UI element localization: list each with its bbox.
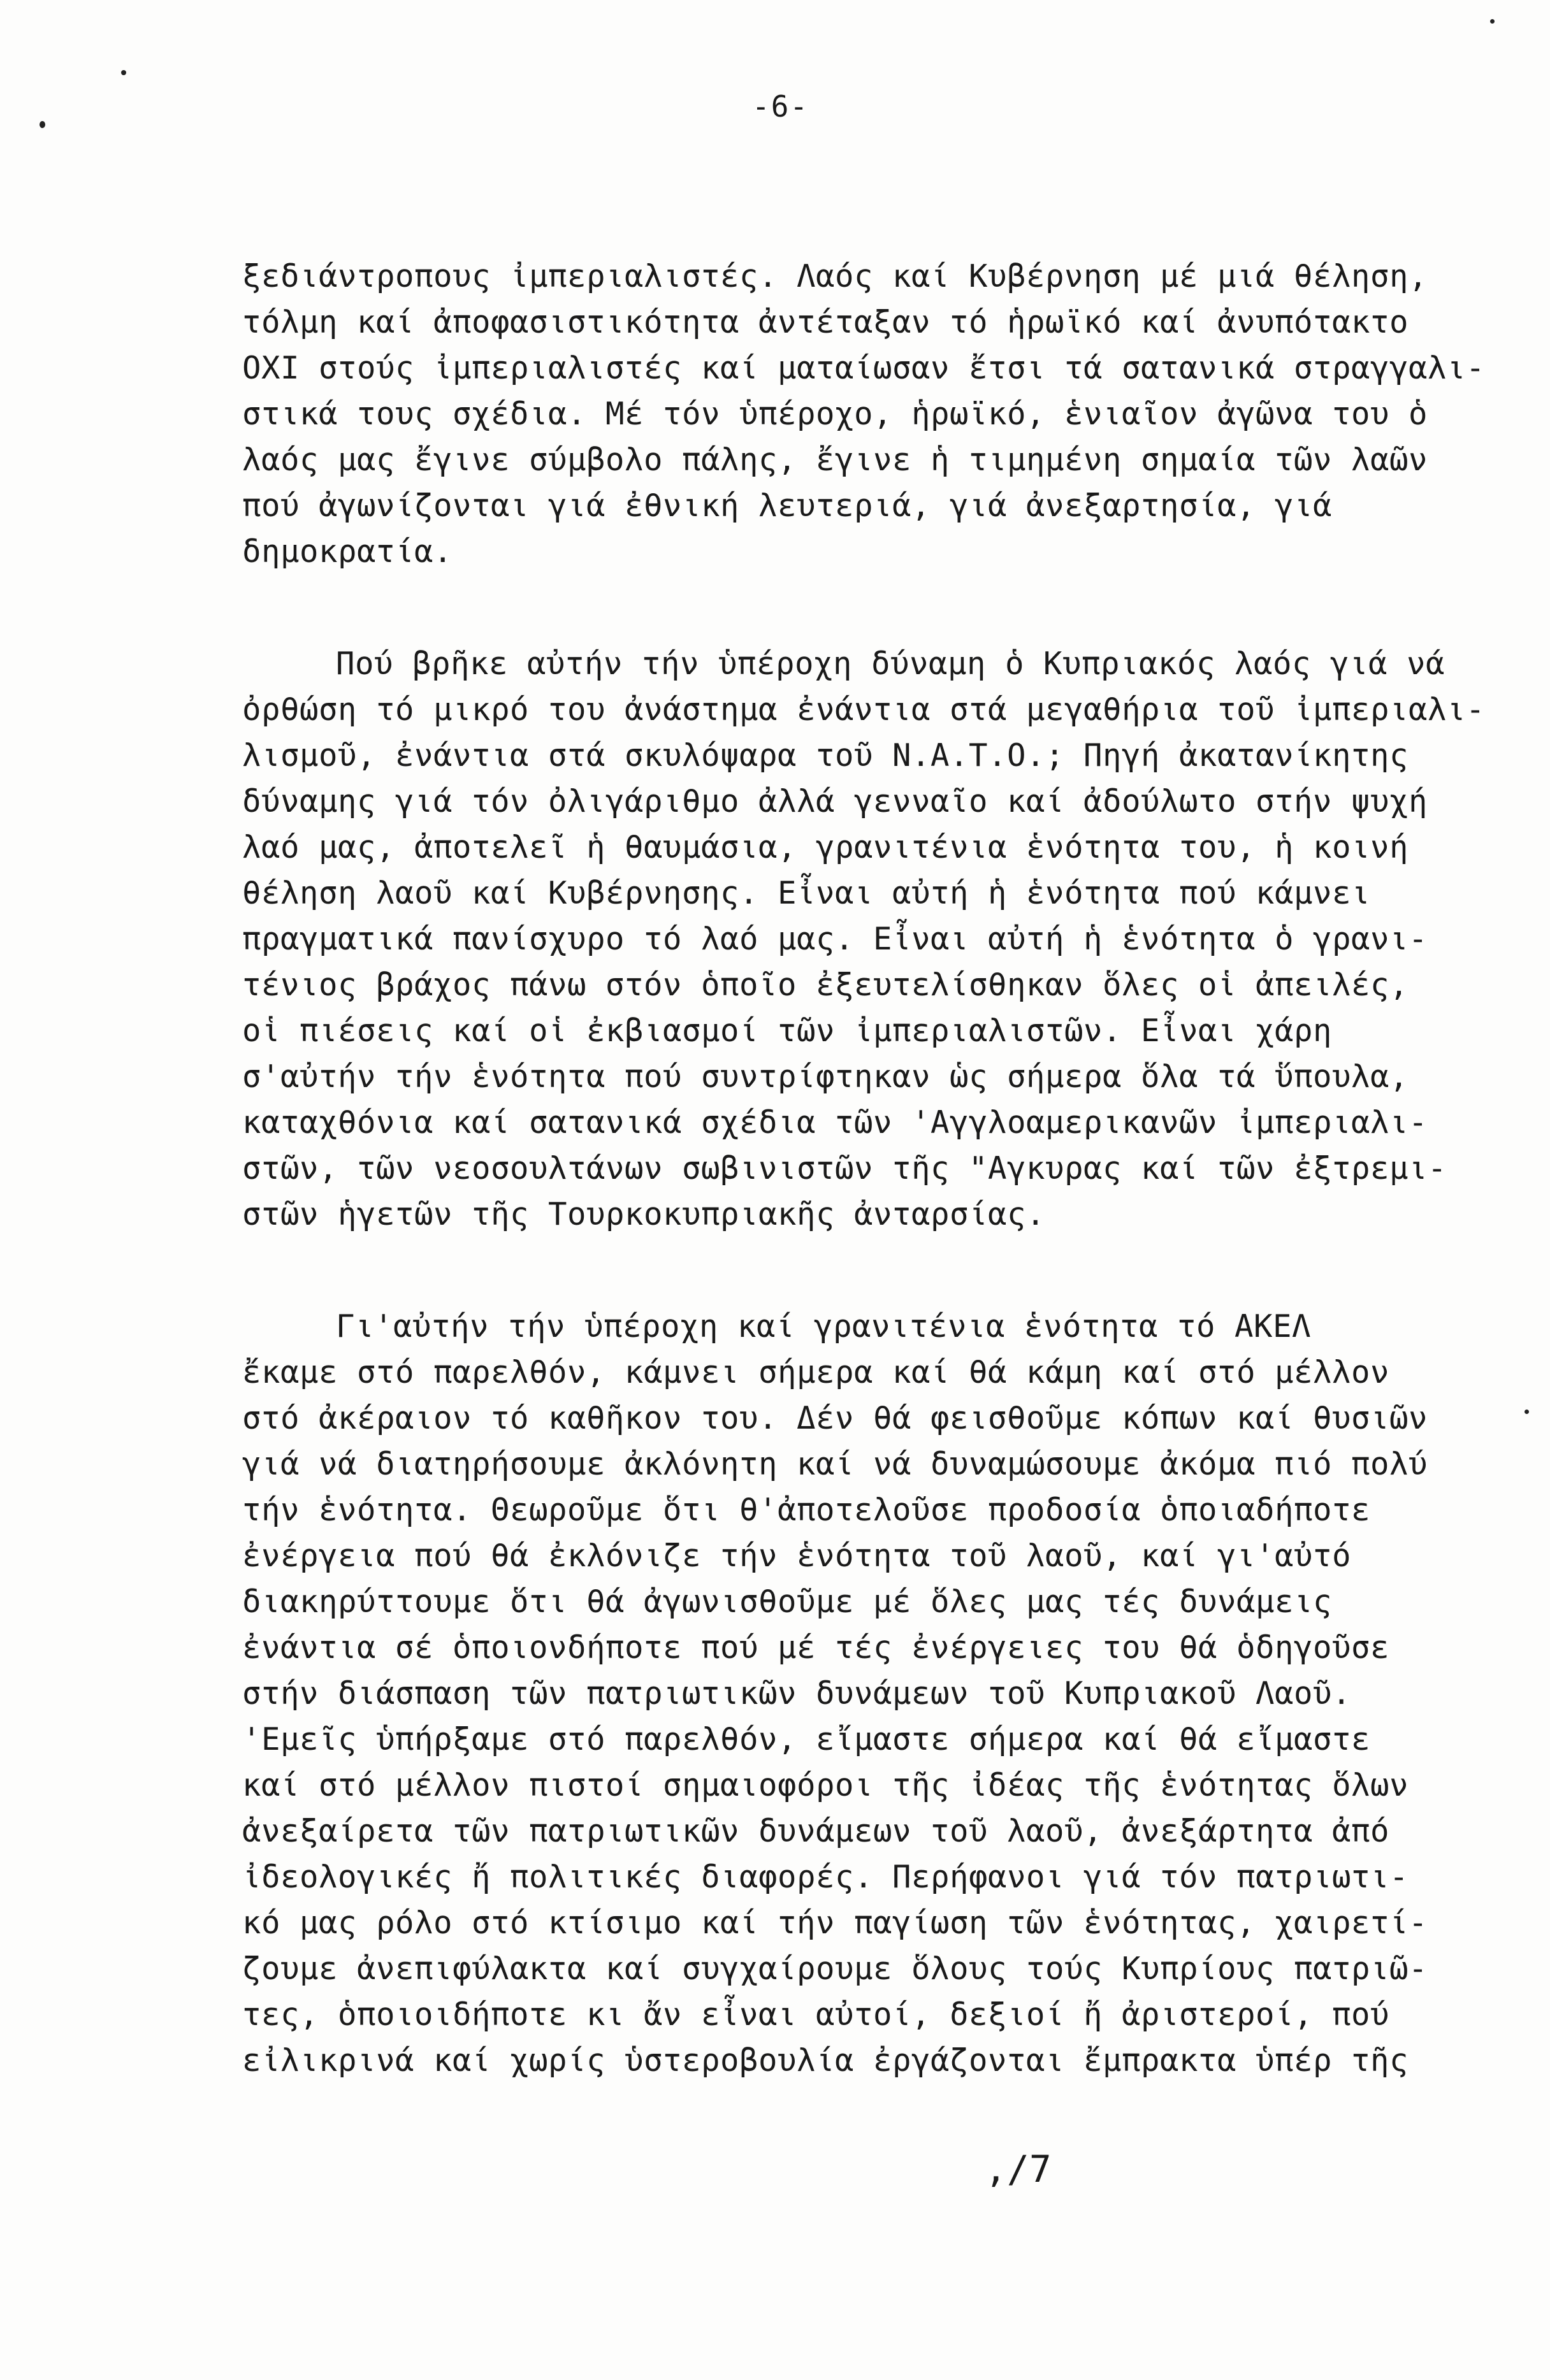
paragraph-1	[242, 254, 1491, 575]
text-line: ζουμε ἀνεπιφύλακτα καί συγχαίρουμε ὅλους τούς Κυπρίους πατριῶ-	[242, 1951, 1428, 1987]
document-body	[242, 254, 1491, 2084]
text-line: δημοκρατία.	[242, 533, 453, 570]
text-line: ἐνάντια σέ ὁποιονδήποτε πού μέ τές ἐνέργειες του θά ὁδηγοῦσε	[242, 1629, 1390, 1666]
text-line: στό ἀκέραιον τό καθῆκον του. Δέν θά φεισθοῦμε κόπων καί θυσιῶν	[242, 1400, 1428, 1436]
text-line: Γι'αὐτήν τήν ὑπέροχη καί γρανιτένια ἑνότητα τό ΑΚΕΛ	[336, 1308, 1312, 1345]
text-line: εἰλικρινά καί χωρίς ὑστεροβουλία ἐργάζονται ἔμπρακτα ὑπέρ τῆς	[242, 2042, 1409, 2079]
text-line: οἱ πιέσεις καί οἱ ἐκβιασμοί τῶν ἰμπεριαλιστῶν. Εἶναι χάρη	[242, 1013, 1333, 1049]
paragraph-spacer	[242, 1237, 1491, 1304]
text-line: στήν διάσπαση τῶν πατριωτικῶν δυνάμεων τοῦ Κυπριακοῦ Λαοῦ.	[242, 1675, 1352, 1712]
text-line: καί στό μέλλον πιστοί σημαιοφόροι τῆς ἰδέας τῆς ἑνότητας ὅλων	[242, 1767, 1409, 1803]
paragraph-2	[242, 641, 1491, 1237]
text-line: καταχθόνια καί σατανικά σχέδια τῶν 'Αγγλοαμερικανῶν ἰμπεριαλι-	[242, 1104, 1428, 1141]
text-line: λισμοῦ, ἐνάντια στά σκυλόψαρα τοῦ Ν.Α.Τ.Ο.; Πηγή ἀκατανίκητης	[242, 737, 1409, 774]
text-line: τες, ὁποιοιδήποτε κι ἄν εἶναι αὐτοί, δεξιοί ἤ ἀριστεροί, πού	[242, 1996, 1390, 2033]
text-line: λαό μας, ἀποτελεῖ ἡ θαυμάσια, γρανιτένια ἑνότητα του, ἡ κοινή	[242, 829, 1409, 865]
text-line: σ'αὐτήν τήν ἑνότητα πού συντρίφτηκαν ὡς σήμερα ὅλα τά ὕπουλα,	[242, 1058, 1409, 1095]
paragraph-spacer	[242, 575, 1491, 641]
text-line: κό μας ρόλο στό κτίσιμο καί τήν παγίωση τῶν ἑνότητας, χαιρετί-	[242, 1905, 1428, 1941]
ink-speck	[1490, 19, 1495, 24]
ink-speck	[1525, 1410, 1529, 1414]
text-line: ὀρθώση τό μικρό του ἀνάστημα ἐνάντια στά μεγαθήρια τοῦ ἰμπεριαλι-	[242, 691, 1486, 728]
text-line: θέληση λαοῦ καί Κυβέρνησης. Εἶναι αὐτή ἡ ἑνότητα πού κάμνει	[242, 875, 1371, 911]
text-line: στικά τους σχέδια. Μέ τόν ὑπέροχο, ἡρωϊκό, ἑνιαῖον ἀγῶνα του ὁ	[242, 396, 1428, 432]
page-number: -6-	[752, 89, 809, 124]
text-line: γιά νά διατηρήσουμε ἀκλόνητη καί νά δυναμώσουμε ἀκόμα πιό πολύ	[242, 1446, 1428, 1482]
text-line: ΟΧΙ στούς ἰμπεριαλιστές καί ματαίωσαν ἔτσι τά σατανικά στραγγαλι-	[242, 350, 1486, 386]
paragraph-3	[242, 1304, 1491, 2084]
text-line: 'Εμεῖς ὑπήρξαμε στό παρελθόν, εἴμαστε σήμερα καί θά εἴμαστε	[242, 1721, 1371, 1757]
text-line: δύναμης γιά τόν ὀλιγάριθμο ἀλλά γενναῖο καί ἀδούλωτο στήν ψυχή	[242, 783, 1428, 819]
text-line: στῶν ἡγετῶν τῆς Τουρκοκυπριακῆς ἀνταρσίας.	[242, 1196, 1046, 1232]
text-line: τόλμη καί ἀποφασιστικότητα ἀντέταξαν τό ἡρωϊκό καί ἀνυπότακτο	[242, 304, 1409, 340]
ink-speck	[121, 70, 126, 75]
text-line: τήν ἑνότητα. Θεωροῦμε ὅτι θ'ἀποτελοῦσε προδοσία ὁποιαδήποτε	[242, 1492, 1371, 1528]
text-line: ξεδιάντροπους ἰμπεριαλιστές. Λαός καί Κυβέρνηση μέ μιά θέληση,	[242, 258, 1428, 294]
text-line: πού ἀγωνίζονται γιά ἐθνική λευτεριά, γιά ἀνεξαρτησία, γιά	[242, 487, 1333, 524]
text-line: τένιος βράχος πάνω στόν ὁποῖο ἐξευτελίσθηκαν ὅλες οἱ ἀπειλές,	[242, 967, 1409, 1003]
continuation-marker: ,/7	[985, 2147, 1052, 2191]
text-line: λαός μας ἔγινε σύμβολο πάλης, ἔγινε ἡ τιμημένη σημαία τῶν λαῶν	[242, 442, 1428, 478]
text-line: Πού βρῆκε αὐτήν τήν ὑπέροχη δύναμη ὁ Κυπριακός λαός γιά νά	[336, 645, 1445, 682]
text-line: στῶν, τῶν νεοσουλτάνων σωβινιστῶν τῆς "Αγκυρας καί τῶν ἐξτρεμι-	[242, 1150, 1447, 1186]
ink-speck	[40, 121, 45, 128]
text-line: ἔκαμε στό παρελθόν, κάμνει σήμερα καί θά κάμη καί στό μέλλον	[242, 1354, 1390, 1390]
text-line: ἰδεολογικές ἤ πολιτικές διαφορές. Περήφανοι γιά τόν πατριωτι-	[242, 1859, 1409, 1895]
text-line: διακηρύττουμε ὅτι θά ἀγωνισθοῦμε μέ ὅλες μας τές δυνάμεις	[242, 1583, 1333, 1620]
text-line: ἀνεξαίρετα τῶν πατριωτικῶν δυνάμεων τοῦ λαοῦ, ἀνεξάρτητα ἀπό	[242, 1813, 1390, 1849]
text-line: ἐνέργεια πού θά ἐκλόνιζε τήν ἑνότητα τοῦ λαοῦ, καί γι'αὐτό	[242, 1538, 1352, 1574]
text-line: πραγματικά πανίσχυρο τό λαό μας. Εἶναι αὐτή ἡ ἑνότητα ὁ γρανι-	[242, 921, 1428, 957]
